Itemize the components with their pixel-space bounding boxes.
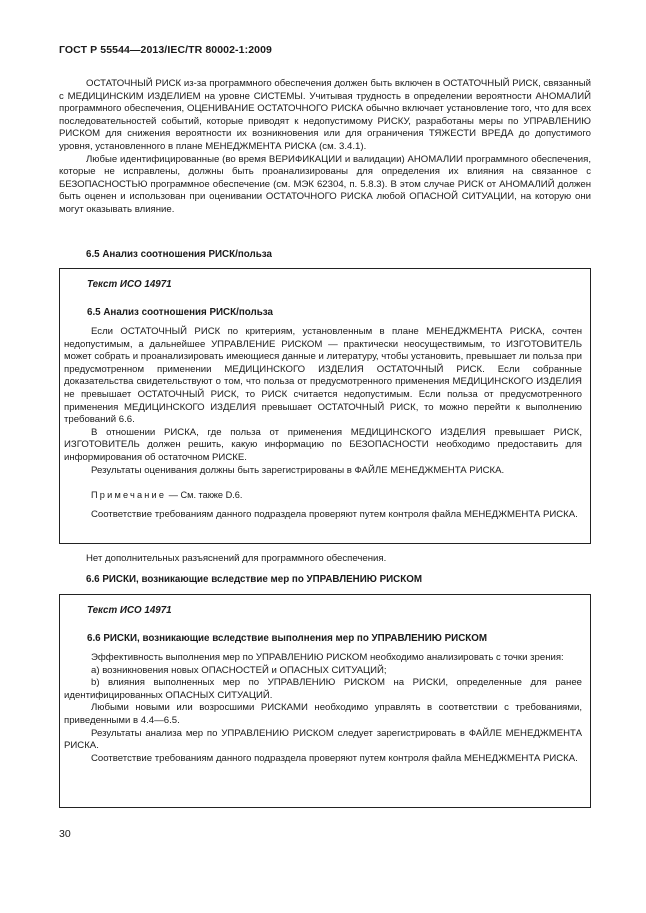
section-6-6-heading: 6.6 РИСКИ, возникающие вследствие мер по УПРАВЛЕНИЮ РИСКОМ <box>86 574 423 585</box>
box-heading-6-6: 6.6 РИСКИ, возникающие вследствие выполнения мер по УПРАВЛЕНИЮ РИСКОМ <box>87 633 488 644</box>
compliance-text: Соответствие требованиям данного подраздела проверяют путем контроля файла МЕНЕДЖМЕНТА РИСКА. <box>91 752 578 764</box>
box-paragraph: Результаты оценивания должны быть зарегистрированы в ФАЙЛЕ МЕНЕДЖМЕНТА РИСКА. <box>91 464 505 476</box>
intro-paragraph-2: Любые идентифицированные (во время ВЕРИФИКАЦИИ и валидации) АНОМАЛИИ программного обеспечения, которые не исправлены, должны быть проанализированы для определения их влияния на связанное с БЕЗОПАСНОСТЬЮ программное обеспечение (см. МЭК 62304, п. 5.8.3). В этом случае РИСК от АНОМАЛИЙ должен быть оценен и использован при оценивании ОСТАТОЧНОГО РИСКА любой ОПАСНОЙ СИТУАЦИИ, на которую они могут оказывать влияние. <box>59 153 591 215</box>
box-body-6-5 <box>64 326 582 477</box>
box-list-item-a: a) возникновения новых ОПАСНОСТЕЙ и ОПАСНЫХ СИТУАЦИЙ; <box>91 664 387 676</box>
note-label: Примечание <box>91 490 167 500</box>
page-number: 30 <box>59 828 71 840</box>
box-paragraph: В отношении РИСКА, где польза от применения МЕДИЦИНСКОГО ИЗДЕЛИЯ превышает РИСК, ИЗГОТОВИТЕЛЬ должен решить, какую информацию по БЕЗОПАСНОСТИ необходимо предоставить для информирования об остаточном РИСКЕ. <box>64 426 582 463</box>
box-heading-6-5: 6.5 Анализ соотношения РИСК/польза <box>87 307 273 318</box>
box-paragraph: Если ОСТАТОЧНЫЙ РИСК по критериям, установленным в плане МЕНЕДЖМЕНТА РИСКА, сочтен недопустимым, а дальнейшее УПРАВЛЕНИЕ РИСКОМ — практически неосуществимым, то ИЗГОТОВИТЕЛЬ может собрать и проанализировать имеющиеся данные и литературу, чтобы установить, превышает ли польза при предусмотренном применении МЕДИЦИНСКОГО ИЗДЕЛИЯ ОСТАТОЧНЫЙ РИСК. Если собранные доказательства свидетельствуют о том, что польза от предусмотренного применения МЕДИЦИНСКОГО ИЗДЕЛИЯ не превышает ОСТАТОЧНЫЙ РИСК, то РИСК считается недопустимым. Если польза от предусмотренного применения МЕДИЦИНСКОГО ИЗДЕЛИЯ превышает ОСТАТОЧНЫЙ РИСК, то можно перейти к выполнению требований 6.6. <box>64 326 582 426</box>
intro-paragraph-1: ОСТАТОЧНЫЙ РИСК из-за программного обеспечения должен быть включен в ОСТАТОЧНЫЙ РИСК, связанный с МЕДИЦИНСКИМ ИЗДЕЛИЕМ на уровне СИСТЕМЫ. Учитывая трудность в определении вероятности АНОМАЛИЙ программного обеспечения, ОЦЕНИВАНИЕ ОСТАТОЧНОГО РИСКА обычно включает установление того, что для всех последовательностей событий, которые приводят к недопустимому РИСКУ, разработаны меры по УПРАВЛЕНИЮ РИСКОМ для снижения вероятности их возникновения или для ограничения ТЯЖЕСТИ ВРЕДА до допустимого уровня, установленного в плане МЕНЕДЖМЕНТА РИСКА (см. 3.4.1). <box>59 78 591 152</box>
note <box>91 490 242 500</box>
iso-quote-box-6-5 <box>59 268 591 544</box>
section-6-5-heading: 6.5 Анализ соотношения РИСК/польза <box>86 249 272 260</box>
iso-text-label: Текст ИСО 14971 <box>87 605 172 616</box>
compliance-text: Соответствие требованиям данного подраздела проверяют путем контроля файла МЕНЕДЖМЕНТА РИСКА. <box>91 509 578 520</box>
note-text: — См. также D.6. <box>168 490 243 500</box>
intro-text <box>59 78 591 217</box>
standard-header: ГОСТ Р 55544—2013/IEC/TR 80002-1:2009 <box>59 44 272 56</box>
iso-text-label: Текст ИСО 14971 <box>87 279 172 290</box>
compliance-6-5 <box>64 509 582 522</box>
box-paragraph: Любыми новыми или возросшими РИСКАМИ необходимо управлять в соответствии с требованиями, приведенными в 4.4—6.5. <box>64 702 582 726</box>
software-note: Нет дополнительных разъяснений для программного обеспечения. <box>86 553 387 564</box>
iso-quote-box-6-6 <box>59 594 591 808</box>
box-paragraph: Результаты анализа мер по УПРАВЛЕНИЮ РИСКОМ следует зарегистрировать в ФАЙЛЕ МЕНЕДЖМЕНТА РИСКА. <box>64 727 582 752</box>
box-paragraph: Эффективность выполнения мер по УПРАВЛЕНИЮ РИСКОМ необходимо анализировать с точки зрения: <box>91 652 564 663</box>
box-body-6-6 <box>64 652 582 765</box>
box-list-item-b: b) влияния выполненных мер по УПРАВЛЕНИЮ РИСКОМ на РИСКИ, определенные для ранее идентифицированных ОПАСНЫХ СИТУАЦИЙ. <box>64 677 582 701</box>
